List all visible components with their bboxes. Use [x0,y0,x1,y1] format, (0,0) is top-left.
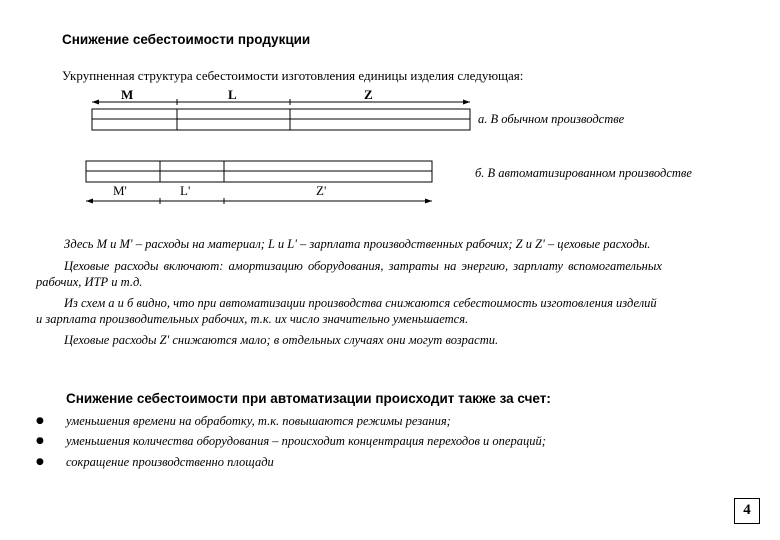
page-number: 4 [734,498,760,524]
diagram-b-arrow-right [425,199,432,204]
page-title: Снижение себестоимости продукции [62,32,311,47]
subheading: Снижение себестоимости при автоматизации происходит также за счет: [66,391,551,406]
paragraph-conclusion-line1: Из схем а и б видно, что при автоматизации производства снижаются себестоимость изготовления изделий [64,296,657,310]
paragraph-definitions: Здесь M и M' – расходы на материал; L и L' – зарплата производственных рабочих; Z и Z' – цеховые расходы. [64,237,651,251]
list-item: сокращение производственно площади [66,455,274,469]
bullet-marker-2: ● [36,436,44,446]
bullet-marker-1: ● [36,416,44,426]
diagram-a-caption: а. В обычном производстве [478,112,625,126]
list-item: уменьшения количества оборудования – происходит концентрация переходов и операций; [66,434,546,448]
paragraph-conclusion-line2: и зарплата производительных рабочих, т.к. их число значительно уменьшается. [36,312,469,326]
diagram-b-label-m: M' [113,183,127,198]
intro-text: Укрупненная структура себестоимости изготовления единицы изделия следующая: [62,68,524,83]
diagram-a-label-z: Z [364,87,373,102]
diagram-b-arrow-left [86,199,93,204]
bullet-marker-3: ● [36,457,44,467]
diagram-a-label-m: M [121,87,134,102]
list-item: уменьшения времени на обработку, т.к. повышаются режимы резания; [66,414,451,428]
paragraph-overhead-line1: Цеховые расходы включают: амортизацию оборудования, затраты на энергию, зарплату вспомогательных [64,259,662,273]
diagram-a-label-l: L [228,87,237,102]
diagram-b-label-z: Z' [316,183,327,198]
diagram-b-label-l: L' [180,183,191,198]
diagram-a-arrow-right [463,100,470,105]
diagram-a-arrow-left [92,100,99,105]
paragraph-overhead-line2: рабочих, ИТР и т.д. [36,275,143,289]
paragraph-overhead-note: Цеховые расходы Z' снижаются мало; в отдельных случаях они могут возрасти. [64,333,499,347]
diagram-b-caption: б. В автоматизированном производстве [475,166,692,180]
